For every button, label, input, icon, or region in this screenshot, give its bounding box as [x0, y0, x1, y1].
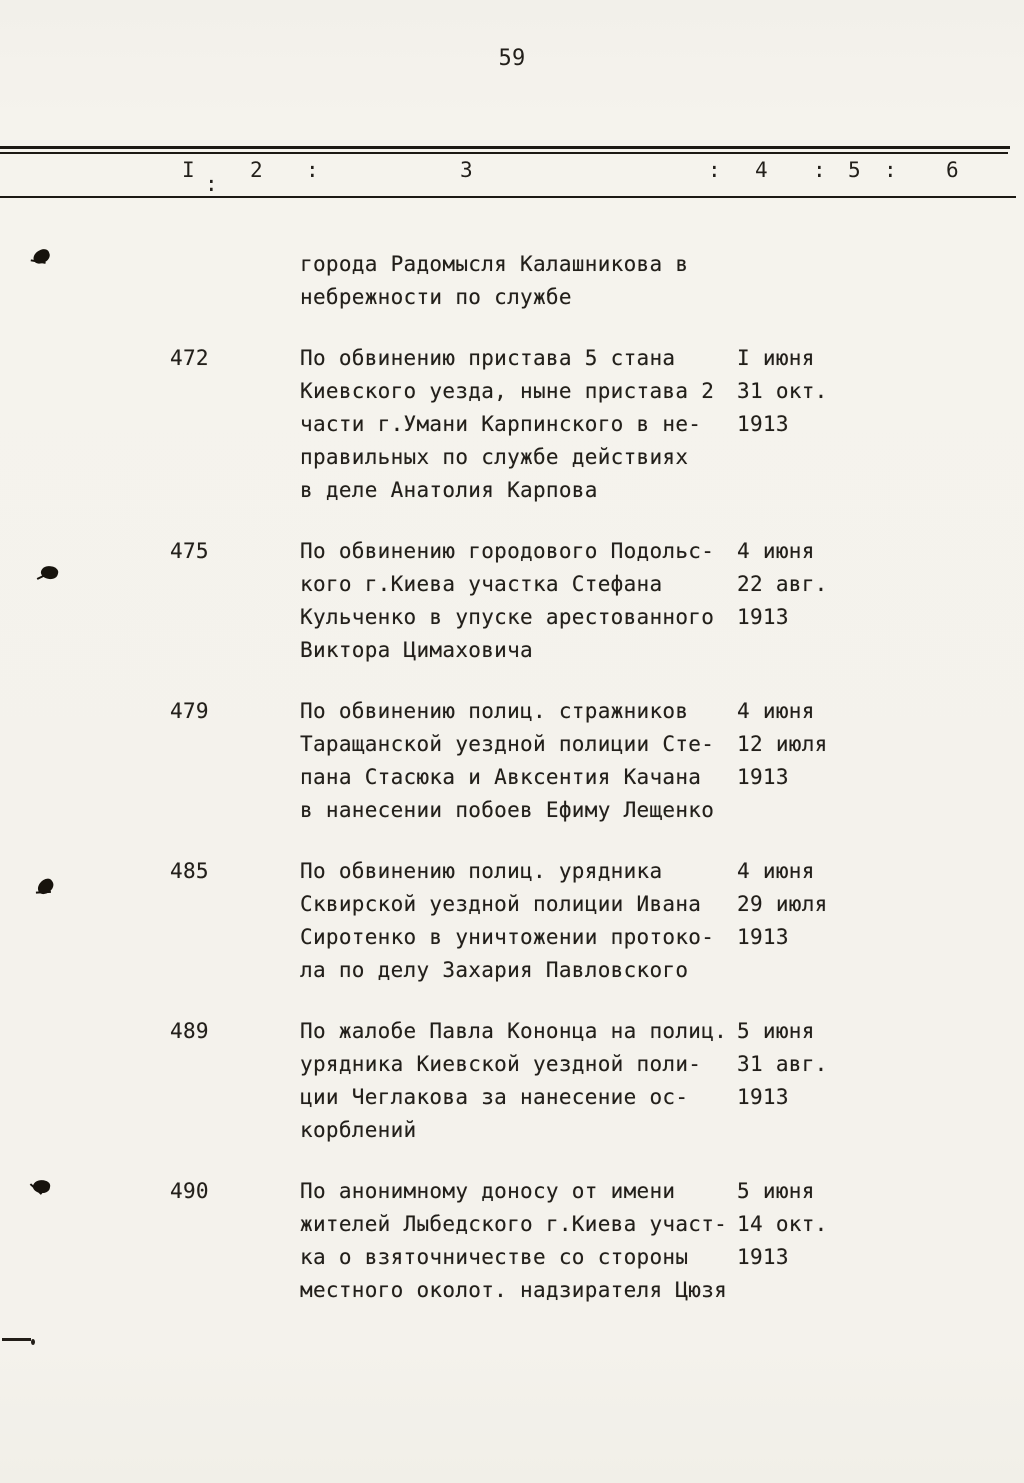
entry-number: 475 [170, 539, 209, 563]
date-line: 1913 [737, 605, 789, 629]
column-separator: : [708, 158, 721, 182]
description-line: в нанесении побоев Ефиму Лещенко [300, 798, 715, 822]
date-line: 5 июня [737, 1019, 815, 1043]
description-line: части г.Умани Карпинского в не- [300, 412, 702, 436]
column-separator: : [306, 158, 319, 182]
description-line: ции Чеглакова за нанесение ос- [300, 1085, 689, 1109]
entry-description [300, 1015, 745, 1147]
entry-number: 489 [170, 1019, 209, 1043]
date-line: 4 июня [737, 859, 815, 883]
description-line: ла по делу Захария Павловского [300, 958, 689, 982]
description-line: Сквирской уездной полиции Ивана [300, 892, 702, 916]
page-number: 59 [498, 46, 526, 71]
register-entries [0, 248, 1024, 1335]
entry-description [300, 248, 745, 314]
date-line: 1913 [737, 1085, 789, 1109]
description-line: Таращанской уездной полиции Сте- [300, 732, 715, 756]
entry-dates [737, 695, 857, 794]
date-line: 14 окт. [737, 1212, 828, 1236]
description-line: местного околот. надзирателя Цюзя [300, 1278, 728, 1302]
entry-description [300, 535, 745, 667]
entry-description [300, 1175, 745, 1307]
table-row [0, 248, 1024, 314]
description-line: По обвинению полиц. урядника [300, 859, 663, 883]
description-line: небрежности по службе [300, 285, 572, 309]
column-number: 3 [460, 158, 473, 182]
date-line: 4 июня [737, 539, 815, 563]
date-line: 31 авг. [737, 1052, 828, 1076]
description-line: ка о взяточничестве со стороны [300, 1245, 689, 1269]
margin-dash-mark [2, 1338, 31, 1341]
column-number: 5 [848, 158, 861, 182]
description-line: пана Стасюка и Авксентия Качана [300, 765, 702, 789]
table-row [0, 535, 1024, 667]
description-line: правильных по службе действиях [300, 445, 689, 469]
date-line: I июня [737, 346, 815, 370]
description-line: По обвинению городового Подольс- [300, 539, 715, 563]
description-line: Сиротенко в уничтожении протоко- [300, 925, 715, 949]
date-line: 31 окт. [737, 379, 828, 403]
entry-description [300, 695, 745, 827]
date-line: 1913 [737, 925, 789, 949]
date-line: 12 июля [737, 732, 828, 756]
date-line: 1913 [737, 412, 789, 436]
column-number: I [182, 158, 195, 182]
entry-description [300, 855, 745, 987]
date-line: 1913 [737, 765, 789, 789]
table-row [0, 342, 1024, 507]
description-line: в деле Анатолия Карпова [300, 478, 598, 502]
description-line: кого г.Киева участка Стефана [300, 572, 663, 596]
table-row [0, 695, 1024, 827]
table-header [0, 0, 1024, 210]
description-line: По жалобе Павла Кононца на полиц. [300, 1019, 728, 1043]
date-line: 29 июля [737, 892, 828, 916]
top-rule-lower [0, 152, 1008, 154]
description-line: По анонимному доносу от имени [300, 1179, 676, 1203]
description-line: жителей Лыбедского г.Киева участ- [300, 1212, 728, 1236]
date-line: 1913 [737, 1245, 789, 1269]
table-row [0, 855, 1024, 987]
date-line: 5 июня [737, 1179, 815, 1203]
description-line: По обвинению полиц. стражников [300, 699, 689, 723]
date-line: 4 июня [737, 699, 815, 723]
column-separator: : [813, 158, 826, 182]
column-number: 6 [946, 158, 959, 182]
table-row [0, 1015, 1024, 1147]
column-separator: : [884, 158, 897, 182]
description-line: Киевского уезда, ныне пристава 2 [300, 379, 715, 403]
description-line: урядника Киевской уездной поли- [300, 1052, 702, 1076]
entry-number: 485 [170, 859, 209, 883]
entry-dates [737, 855, 857, 954]
description-line: По обвинению пристава 5 стана [300, 346, 676, 370]
column-separator: : [205, 172, 218, 196]
top-rule-upper [0, 146, 1010, 149]
table-row [0, 1175, 1024, 1307]
column-number: 2 [250, 158, 263, 182]
entry-number: 472 [170, 346, 209, 370]
entry-dates [737, 1175, 857, 1274]
description-line: города Радомысля Калашникова в [300, 252, 689, 276]
entry-number: 479 [170, 699, 209, 723]
entry-dates [737, 342, 857, 441]
entry-number: 490 [170, 1179, 209, 1203]
column-number: 4 [755, 158, 768, 182]
description-line: Виктора Цимаховича [300, 638, 533, 662]
header-bottom-rule [0, 196, 1016, 198]
date-line: 22 авг. [737, 572, 828, 596]
entry-dates [737, 535, 857, 634]
entry-dates [737, 1015, 857, 1114]
entry-description [300, 342, 745, 507]
description-line: корблений [300, 1118, 417, 1142]
description-line: Кульченко в упуске арестованного [300, 605, 715, 629]
